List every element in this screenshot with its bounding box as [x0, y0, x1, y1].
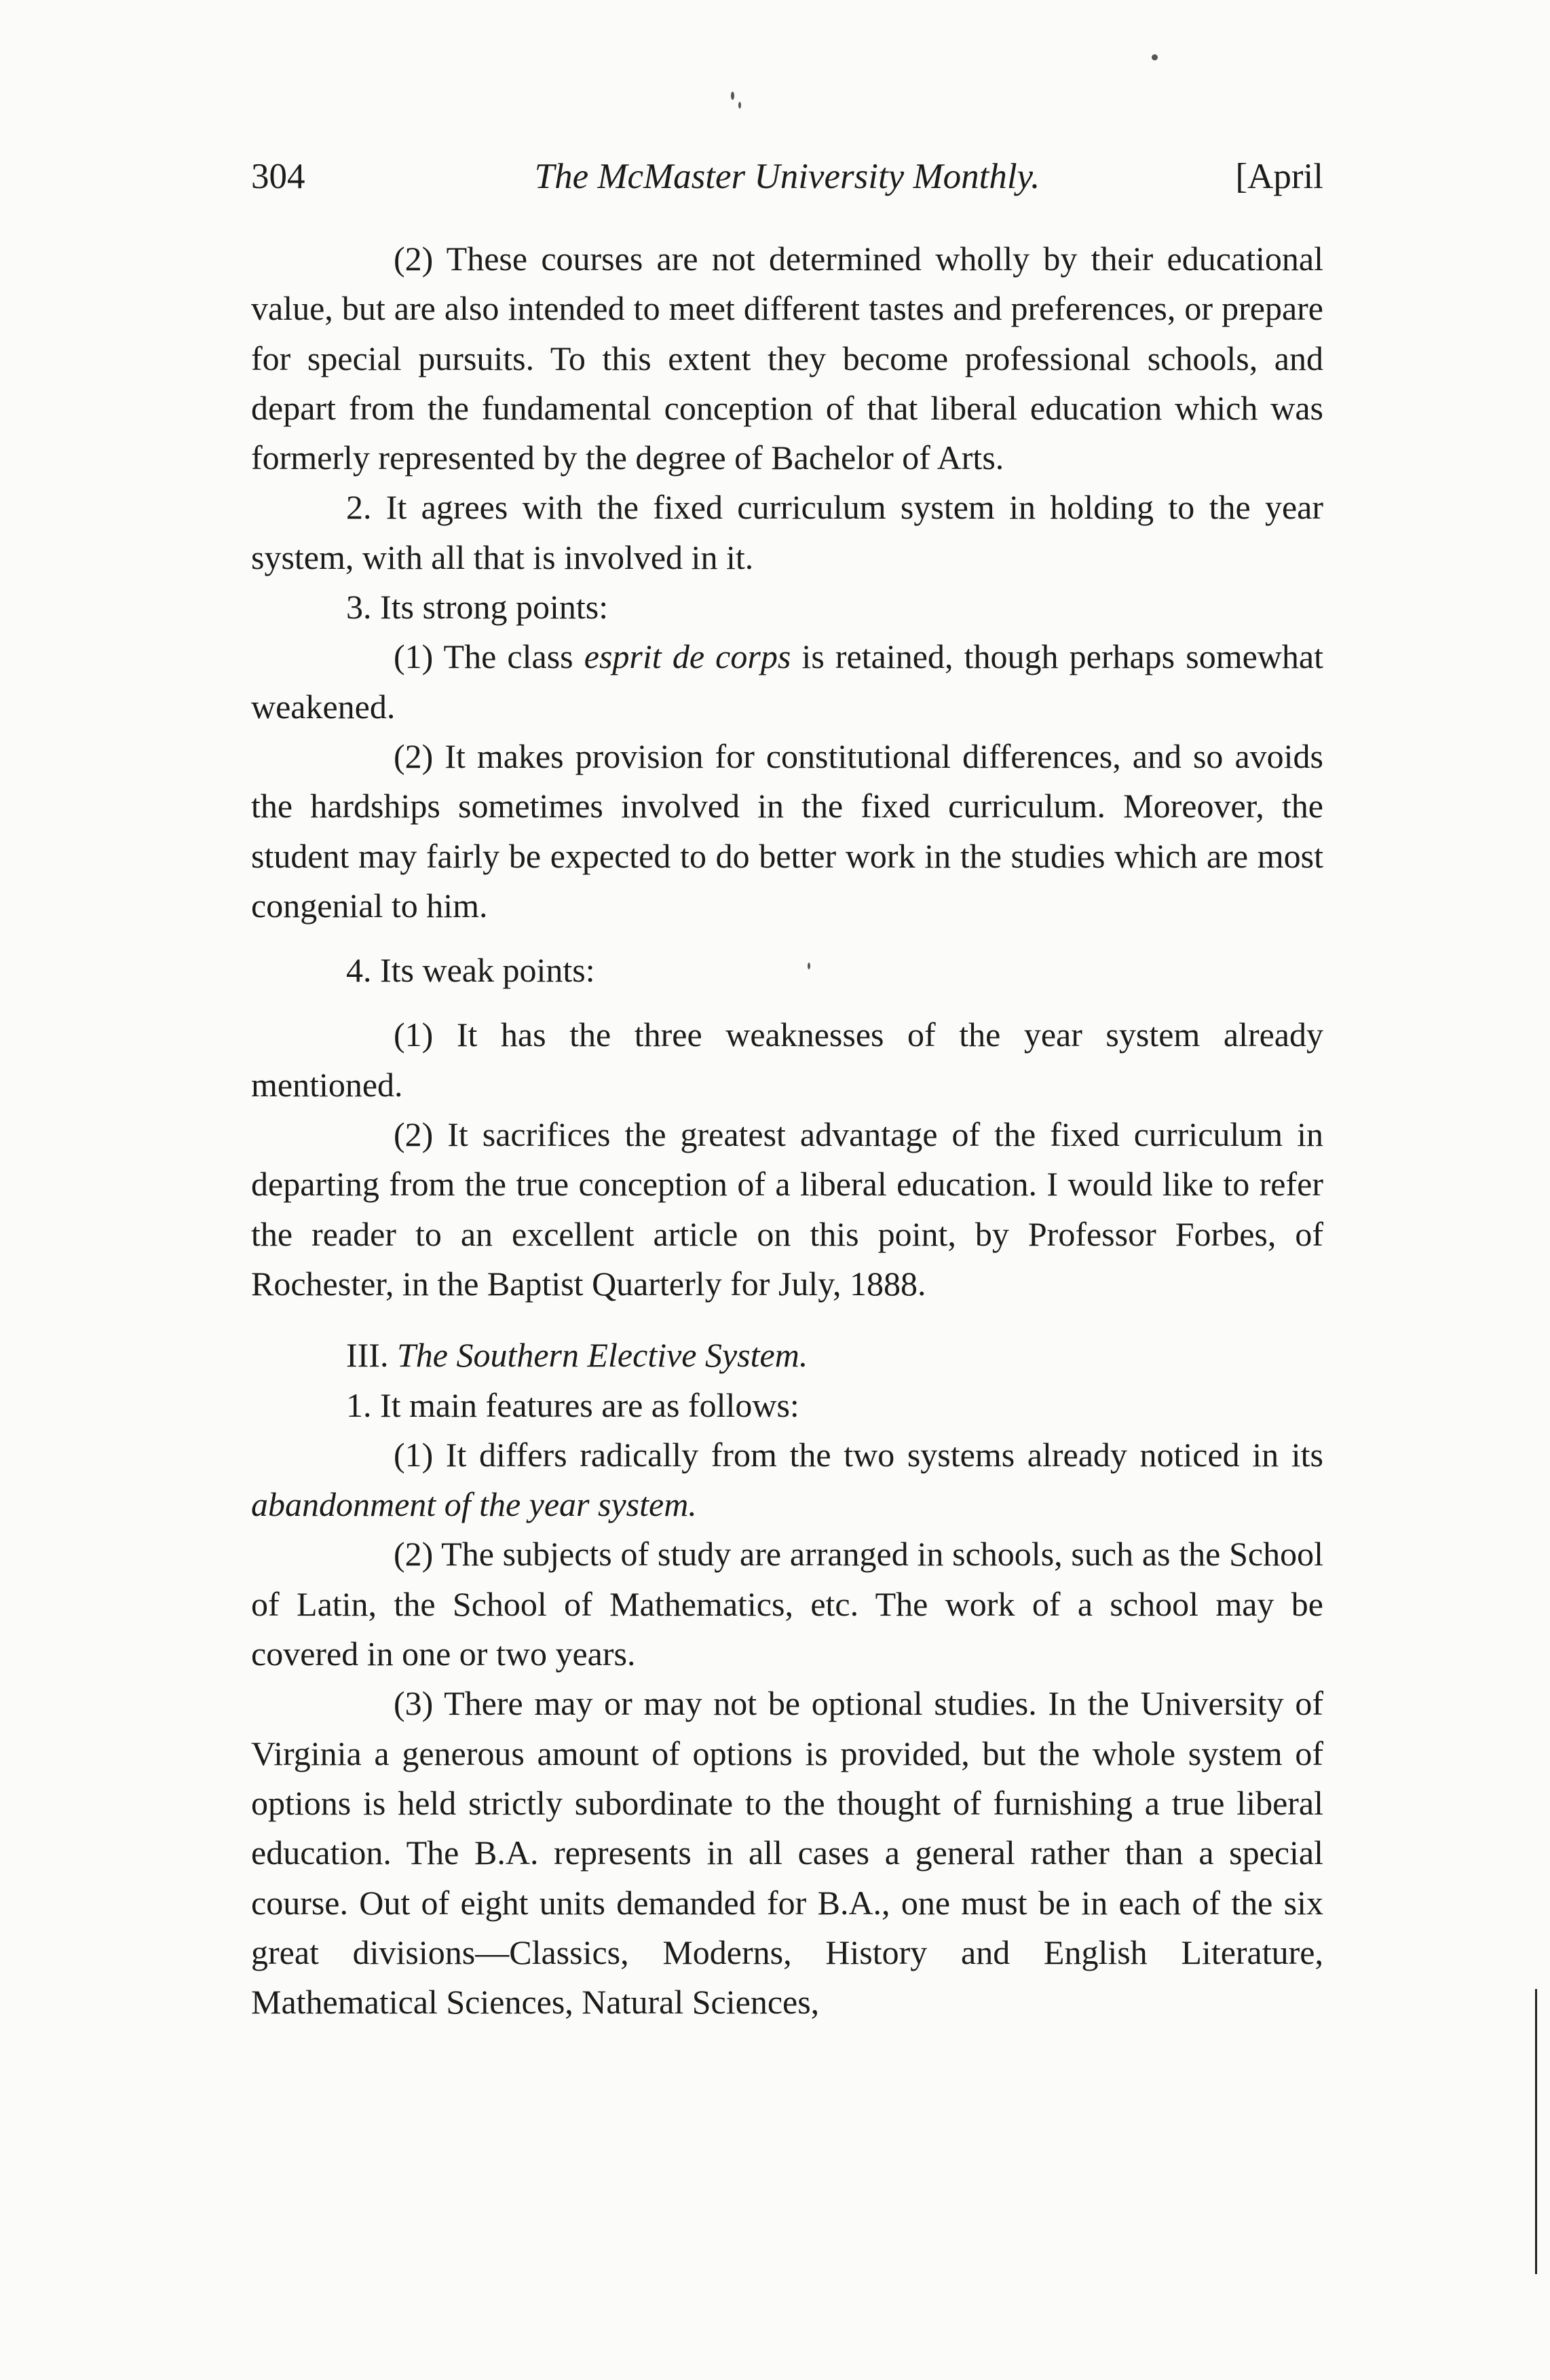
emphasis-esprit: esprit de corps: [584, 637, 791, 676]
paragraph-sacrifices: (2) It sacrifices the greatest advantage of the fixed curriculum in departing from the true conception of a liberal education. I would like to refer the reader to an excellent article on this point, by Professor Forbes, of Rochester, in the Baptist Quarterly for July, 1888.: [251, 1115, 1323, 1303]
scan-speck: [1152, 54, 1158, 60]
running-title: The McMaster University Monthly.: [534, 157, 1040, 196]
paragraph-provision: (2) It makes provision for constitutional differences, and so avoids the hardships sometimes involved in the fixed curriculum. Moreover, the student may fairly be expected to do better work in the studies which are most congenial to him.: [251, 737, 1323, 925]
emphasis-abandonment: abandonment of the year system.: [251, 1485, 697, 1524]
paragraph-agrees: 2. It agrees with the fixed curriculum system in holding to the year system, with all that is involved in it.: [251, 488, 1323, 576]
paragraph-subjects: (2) The subjects of study are arranged in schools, such as the School of Latin, the School of Mathematics, etc. The work of a school may be covered in one or two years.: [251, 1535, 1323, 1673]
section-heading-southern: III. The Southern Elective System.: [346, 1336, 808, 1375]
paragraph-three-weaknesses: (1) It has the three weaknesses of the year system already mentioned.: [251, 1016, 1323, 1104]
paragraph-esprit: (1) The class esprit de corps is retained, though perhaps somewhat weakened.: [251, 637, 1324, 726]
scan-edge-line: [1535, 1989, 1537, 2274]
heading-strong-points: 3. Its strong points:: [346, 588, 609, 627]
section-title-southern: The Southern Elective System.: [396, 1336, 808, 1375]
body-text: [251, 234, 1323, 2027]
issue-month: [April: [1235, 157, 1323, 196]
scan-speck: [808, 963, 810, 969]
page-number: 304: [251, 157, 305, 196]
running-header: [251, 156, 1323, 204]
paragraph-differs: (1) It differs radically from the two systems already noticed in its abandonment of the year system.: [251, 1435, 1323, 1524]
heading-main-features: 1. It main features are as follows:: [346, 1386, 799, 1424]
scan-speck: [738, 102, 741, 109]
heading-weak-points: 4. Its weak points:: [346, 951, 595, 990]
paragraph-optional-studies: (3) There may or may not be optional studies. In the University of Virginia a generous amount of options is provided, but the whole system of options is held strictly subordinate to the thought of furnishing a true liberal education. The B.A. represents in all cases a general rather than a special course. Out of eight units demanded for B.A., one must be in each of the six great divisions—Classics, Moderns, History and English Literature, Mathematical Sciences, Natural Sciences,: [251, 1684, 1323, 2022]
scan-speck: [731, 92, 734, 100]
paragraph-courses: (2) These courses are not determined wholly by their educational value, but are also intended to meet different tastes and preferences, or prepare for special pursuits. To this extent they become professional schools, and depart from the fundamental conception of that liberal education which was formerly represented by the degree of Bachelor of Arts.: [251, 240, 1323, 477]
